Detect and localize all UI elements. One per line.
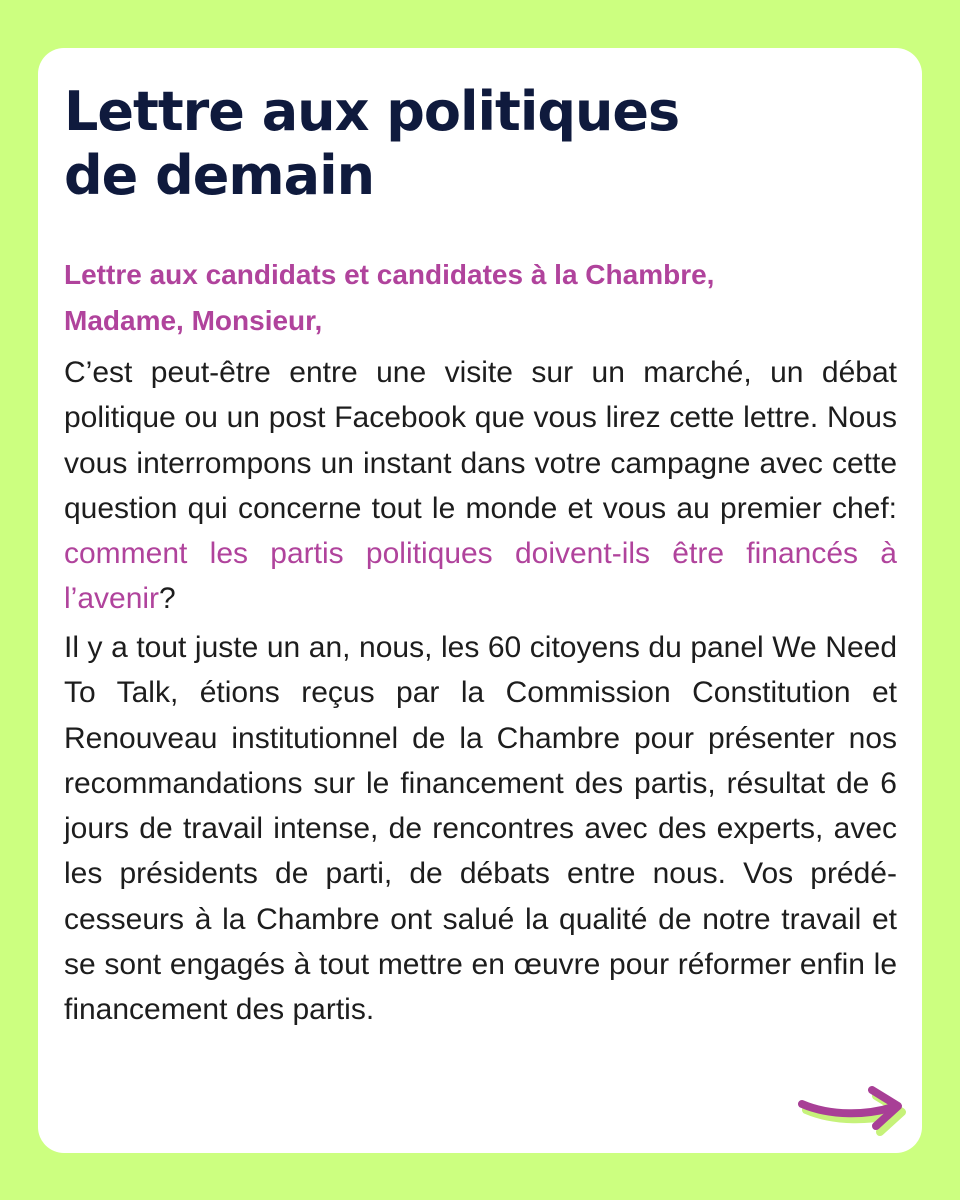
paragraph-2: Il y a tout juste un an, nous, les 60 citoyens du panel We Need To Talk, étions reçus par la Commission Constitution et Renouveau institutionnel de la Chambre pour présenter nos recommandations sur le financement des partis, résultat de 6 jours de travail intense, de rencontres avec des experts, avec les présidents de parti, de débats entre nous. Vos prédécesseurs à la Chambre ont salué la qualité de notre travail et se sont engagés à tout mettre en œuvre pour réformer enfin le financement des partis. bbox=[64, 631, 897, 1027]
arrow-right-icon[interactable] bbox=[790, 1082, 912, 1142]
title-line-1: Lettre aux politiques bbox=[64, 80, 680, 143]
title-line-2: de demain bbox=[64, 144, 375, 207]
page-title bbox=[64, 80, 884, 208]
paragraph-1-highlight: comment les partis politiques doivent-ils être financés à l’avenir bbox=[64, 537, 897, 616]
letter-greeting bbox=[64, 252, 904, 344]
greeting-line-1: Lettre aux candidats et candidates à la Chambre, bbox=[64, 259, 715, 290]
paragraph-1-intro: C’est peut-être entre une visite sur un marché, un débat politique ou un post Facebook que vous lirez cette lettre. Nous vous interrompons un instant dans votre campagne avec cette question qui concerne tout le monde et vous au premier chef: bbox=[64, 356, 897, 525]
paragraph-1 bbox=[64, 350, 897, 622]
paragraph-1-end: ? bbox=[159, 582, 176, 616]
greeting-line-2: Madame, Monsieur, bbox=[64, 305, 323, 336]
